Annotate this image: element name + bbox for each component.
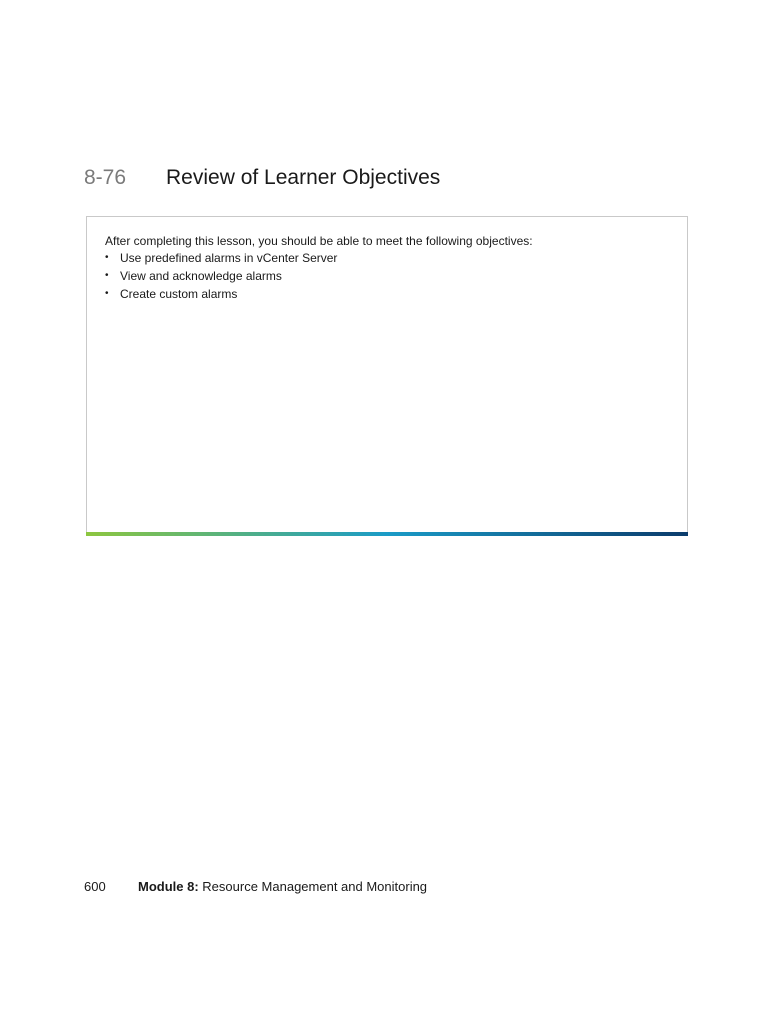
- slide-frame: [86, 216, 688, 536]
- bullet-icon: •: [105, 252, 109, 263]
- list-item: [105, 249, 337, 267]
- objective-text: Use predefined alarms in vCenter Server: [120, 251, 338, 265]
- list-item: [105, 285, 337, 303]
- objective-text: Create custom alarms: [120, 287, 238, 301]
- module-title: Resource Management and Monitoring: [202, 879, 428, 894]
- page-number: 600: [84, 879, 106, 894]
- gradient-accent-bar: [86, 532, 688, 536]
- module-label: Module 8:: [138, 879, 199, 894]
- page-title: Review of Learner Objectives: [166, 166, 441, 189]
- slide-intro-text: After completing this lesson, you should be able to meet the following objectives:: [105, 234, 533, 248]
- bullet-icon: •: [105, 288, 109, 299]
- objective-list: [105, 249, 337, 303]
- list-item: [105, 267, 337, 285]
- bullet-icon: •: [105, 270, 109, 281]
- footer-module: [138, 879, 427, 895]
- objective-text: View and acknowledge alarms: [120, 269, 282, 283]
- slide-number: 8-76: [84, 166, 127, 189]
